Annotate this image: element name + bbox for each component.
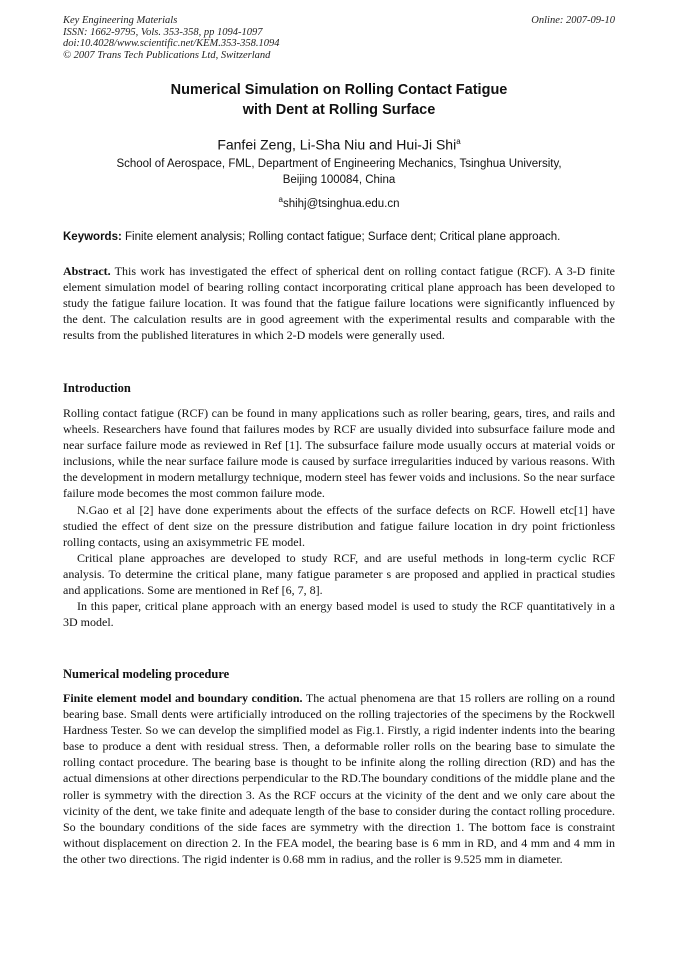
affiliation-line-2: Beijing 100084, China xyxy=(282,174,396,186)
intro-paragraph-1: Rolling contact fatigue (RCF) can be found in many applications such as roller bearing, gears, tires, and rails and wheels. Researchers have found that failures modes by RCF are usually divided into subsurface failure mode and near surface failure mode as reviewed in Ref [1]. The subsurface failure mode usually occurs at material voids or inclusions, while the near surface failure mode is caused by surface irregularities induced by various reasons. With the development in modern metallurgy technique, modern steel has fewer voids and inclusions. So the near surface failure mode becomes the most common failure mode. xyxy=(63,406,615,501)
author-email xyxy=(63,192,615,212)
abstract xyxy=(63,263,615,343)
introduction-section xyxy=(63,405,615,630)
intro-paragraph-2: N.Gao et al [2] have done experiments about the effects of the surface defects on RCF. Howell etc[1] have studied the effect of dent size on the pressure distribution and fatigue failure location in dry point frictionless rolling contacts, using an axisymmetric FE model. xyxy=(63,502,615,549)
intro-paragraph-3: Critical plane approaches are developed to study RCF, and are useful methods in long-term cyclic RCF analysis. To determine the critical plane, many fatigue parameter s are proposed and applied in practical studies and applications. Some are mentioned in Ref [6, 7, 8]. xyxy=(63,550,615,598)
journal-name: Key Engineering Materials xyxy=(63,15,178,26)
author-names: Fanfei Zeng, Li-Sha Niu and Hui-Ji Shi xyxy=(217,136,457,153)
doi-line: doi:10.4028/www.scientific.net/KEM.353-358.1094 xyxy=(63,38,280,49)
keywords-text: Finite element analysis; Rolling contact fatigue; Surface dent; Critical plane approach. xyxy=(121,231,561,243)
email-address: shihj@tsinghua.edu.cn xyxy=(282,197,400,210)
abstract-text: This work has investigated the effect of spherical dent on rolling contact fatigue (RCF). A 3-D finite element simulation model of bearing rolling contact incorporating critical plane approach has been developed to study the fatigue failure location. It was found that the fatigue failure locations were significantly influenced by the dent. The calculation results are in good agreement with the experimental results and comparable with the results from the published literatures in which 2-D models were generally used. xyxy=(63,264,615,343)
author-superscript: a xyxy=(456,137,461,146)
keywords-label: Keywords: xyxy=(63,231,122,243)
title-line-2: with Dent at Rolling Surface xyxy=(242,102,436,118)
journal-header xyxy=(63,15,615,61)
issn-line: ISSN: 1662-9795, Vols. 353-358, pp 1094-1097 xyxy=(63,26,263,38)
author-list xyxy=(63,133,615,154)
numerical-section xyxy=(63,690,615,867)
affiliation xyxy=(63,156,615,188)
abstract-label: Abstract. xyxy=(63,264,111,278)
affiliation-line-1: School of Aerospace, FML, Department of Engineering Mechanics, Tsinghua University, xyxy=(116,158,562,170)
intro-paragraph-4: In this paper, critical plane approach with an energy based model is used to study the RCF quantitatively in a 3D model. xyxy=(63,599,615,630)
copyright-line: © 2007 Trans Tech Publications Ltd, Switzerland xyxy=(63,49,271,61)
title-line-1: Numerical Simulation on Rolling Contact Fatigue xyxy=(170,82,508,98)
keywords xyxy=(63,229,615,245)
paper-title xyxy=(63,80,615,120)
email-superscript: a xyxy=(278,195,283,204)
introduction-heading: Introduction xyxy=(63,381,131,395)
fe-model-subheading: Finite element model and boundary condition. xyxy=(63,691,303,705)
numerical-heading: Numerical modeling procedure xyxy=(63,667,230,681)
online-date: Online: 2007-09-10 xyxy=(531,15,615,26)
fe-model-text: The actual phenomena are that 15 rollers are rolling on a round bearing base. Small dents were artificially introduced on the rolling trajectories of the specimens by the Rockwell Hardness Tester. So we can develop the simplified model as Fig.1. Firstly, a rigid indenter indents into the bearing base to produce a dent with residual stress. Then, a deformable roller rolls on the bearing base to simulate the rolling contact procedure. The bearing base is thought to be infinite along the rolling direction (RD) and has the actual dimensions at other directions perpendicular to the RD.The boundary conditions of the middle plane and the roller is symmetry with the direction 3. As the RCF occurs at the vicinity of the dent and we only care about the vicinity of the dent, we take finite and adequate length of the base to consider during the contact rolling procedure. So the boundary conditions of the side faces are symmetry with the direction 1. The bottom face is constraint without displacement on direction 2. In the FEA model, the bearing base is 6 mm in RD, and 4 mm and 4 mm in the other two directions. The rigid indenter is 0.68 mm in radius, and the roller is 9.525 mm in diameter. xyxy=(63,691,616,866)
